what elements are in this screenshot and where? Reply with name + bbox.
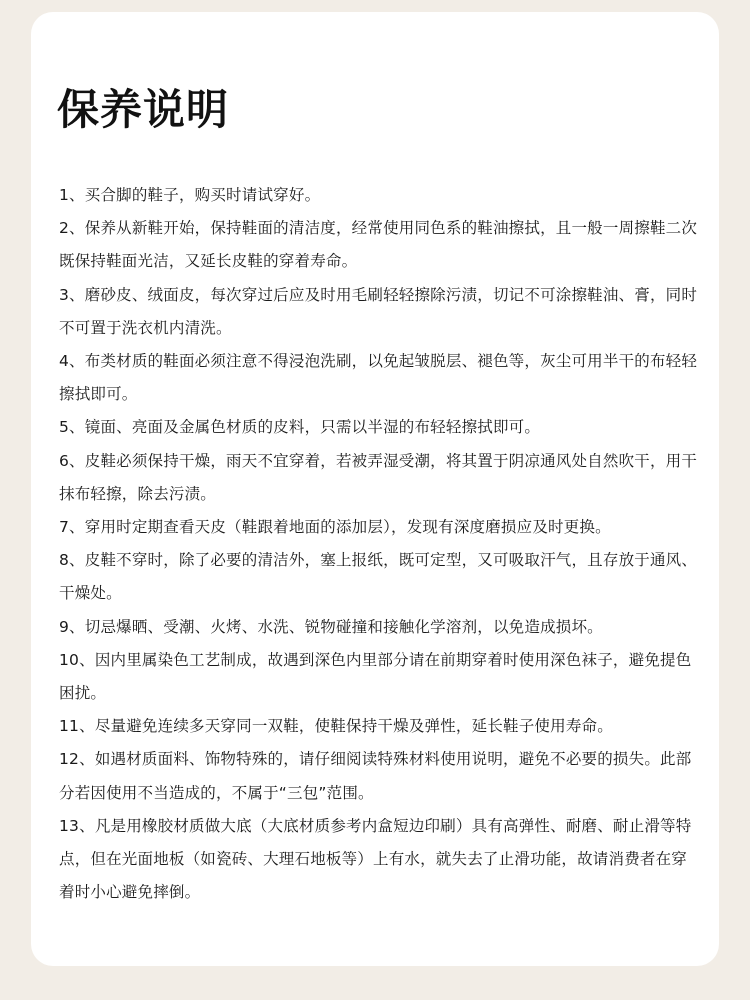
page-title: 保养说明 [57,85,230,134]
care-instructions-card [31,12,719,966]
instruction-item-4: 4、布类材质的鞋面必须注意不得浸泡洗刷，以免起皱脱层、褪色等，灰尘可用半干的布轻轻擦拭即可。 [59,352,698,404]
instruction-item-7: 7、穿用时定期查看天皮（鞋跟着地面的添加层），发现有深度磨损应及时更换。 [59,518,611,537]
instruction-item-1: 1、买合脚的鞋子，购买时请试穿好。 [59,186,321,204]
instruction-list [59,179,699,909]
instruction-item-6: 6、皮鞋必须保持干燥，雨天不宜穿着，若被弄湿受潮，将其置于阴凉通风处自然吹干，用干抹布轻擦，除去污渍。 [59,451,698,503]
instruction-item-3: 3、磨砂皮、绒面皮，每次穿过后应及时用毛刷轻轻擦除污渍，切记不可涂擦鞋油、膏，同时不可置于洗衣机内清洗。 [59,285,698,337]
instruction-item-10: 10、因内里属染色工艺制成，故遇到深色内里部分请在前期穿着时使用深色袜子，避免提色困扰。 [59,650,692,703]
instruction-item-8: 8、皮鞋不穿时，除了必要的清洁外，塞上报纸，既可定型，又可吸取汗气，且存放于通风、干燥处。 [59,551,698,603]
instruction-item-5: 5、镜面、亮面及金属色材质的皮料，只需以半湿的布轻轻擦拭即可。 [59,418,541,437]
instruction-item-9: 9、切忌爆晒、受潮、火烤、水洗、锐物碰撞和接触化学溶剂，以免造成损坏。 [59,617,603,636]
instruction-item-13: 13、凡是用橡胶材质做大底（大底材质参考内盒短边印刷）具有高弹性、耐磨、耐止滑等特点，但在光面地板（如瓷砖、大理石地板等）上有水，就失去了止滑功能，故请消费者在穿着时小心避免摔倒。 [59,816,692,902]
instruction-item-2: 2、保养从新鞋开始，保持鞋面的清洁度，经常使用同色系的鞋油擦拭，且一般一周擦鞋二次既保持鞋面光洁，又延长皮鞋的穿着寿命。 [59,219,698,271]
instruction-item-11: 11、尽量避免连续多天穿同一双鞋，使鞋保持干燥及弹性，延长鞋子使用寿命。 [59,717,613,736]
instruction-item-12: 12、如遇材质面料、饰物特殊的，请仔细阅读特殊材料使用说明，避免不必要的损失。此部分若因使用不当造成的，不属于“三包”范围。 [59,750,692,802]
